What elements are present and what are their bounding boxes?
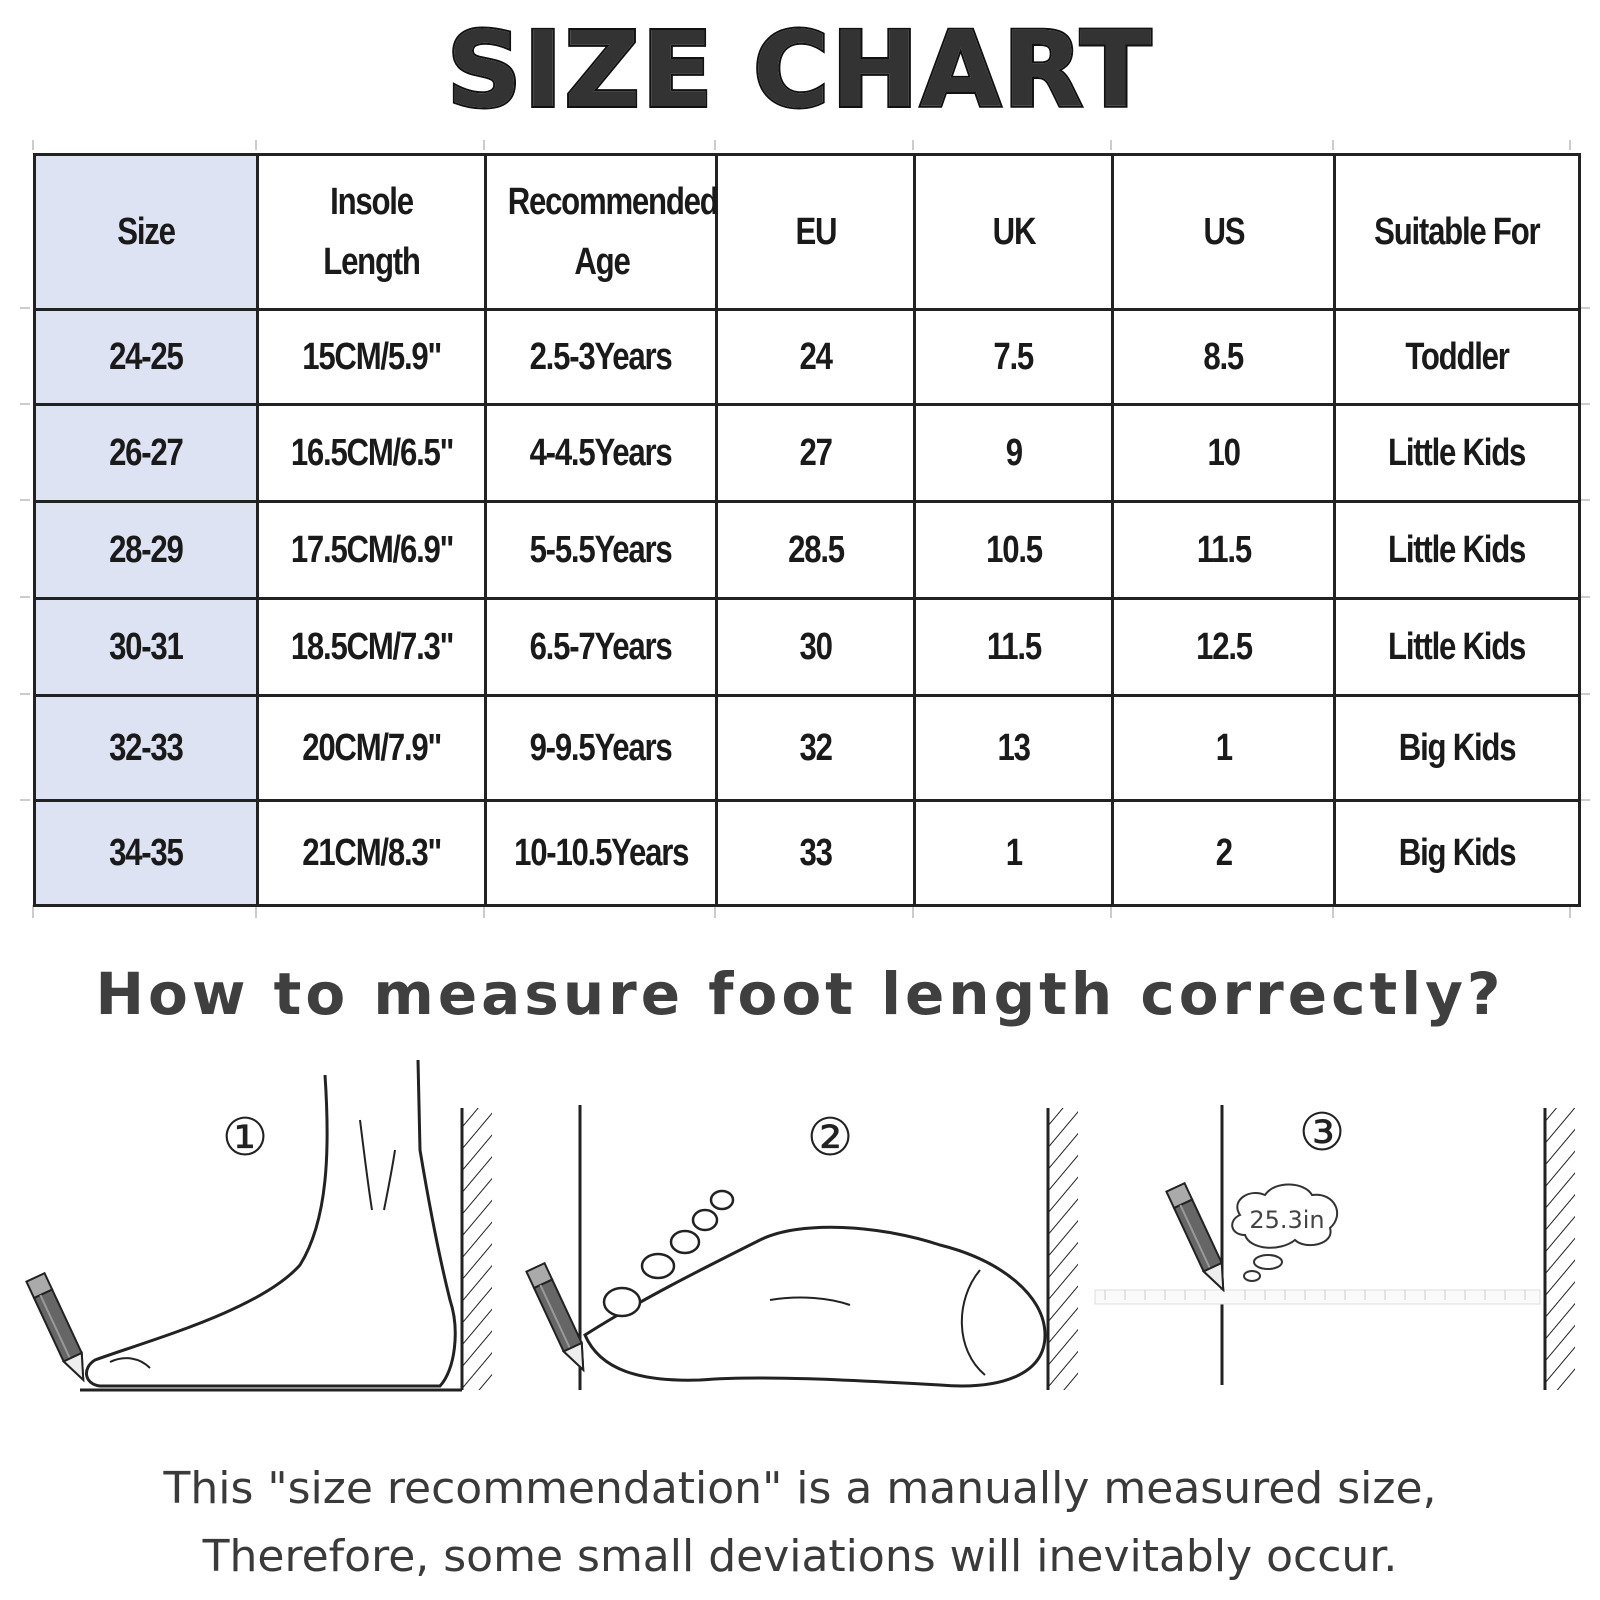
cell-eu: 24: [717, 310, 915, 405]
measure-illustration: [0, 1050, 1600, 1420]
step-1-figure: [26, 1060, 492, 1390]
cell-age: 4-4.5Years: [486, 405, 717, 502]
cell-size: 32-33: [35, 696, 258, 801]
cell-eu: 27: [717, 405, 915, 502]
cell-suitable-for: Little Kids: [1335, 599, 1580, 696]
cell-uk: 7.5: [915, 310, 1113, 405]
cell-us: 10: [1113, 405, 1335, 502]
table-row: [35, 696, 1580, 801]
cell-size: 26-27: [35, 405, 258, 502]
cell-suitable-for: Little Kids: [1335, 405, 1580, 502]
cell-insole-length: 15CM/5.9": [258, 310, 486, 405]
step-3-figure: [1095, 1103, 1575, 1390]
cell-age: 5-5.5Years: [486, 502, 717, 599]
cell-eu: 30: [717, 599, 915, 696]
disclaimer-line-2: Therefore, some small deviations will inevitably occur.: [202, 1531, 1398, 1582]
disclaimer-note: [0, 1455, 1600, 1591]
table-row: [35, 599, 1580, 696]
cell-suitable-for: Big Kids: [1335, 696, 1580, 801]
cell-suitable-for: Toddler: [1335, 310, 1580, 405]
cell-uk: 9: [915, 405, 1113, 502]
table-row: [35, 405, 1580, 502]
header-uk: UK: [915, 155, 1113, 310]
cell-us: 11.5: [1113, 502, 1335, 599]
table-header-row: [35, 155, 1580, 310]
step-1-label: ①: [221, 1108, 269, 1168]
cell-eu: 32: [717, 696, 915, 801]
cell-size: 34-35: [35, 801, 258, 906]
header-us: US: [1113, 155, 1335, 310]
cell-us: 1: [1113, 696, 1335, 801]
cell-insole-length: 18.5CM/7.3": [258, 599, 486, 696]
step-3-label: ③: [1298, 1103, 1346, 1163]
cell-insole-length: 16.5CM/6.5": [258, 405, 486, 502]
step-2-figure: [526, 1105, 1078, 1390]
table-row: [35, 310, 1580, 405]
table-row: [35, 502, 1580, 599]
disclaimer-line-1: This "size recommendation" is a manually measured size,: [163, 1463, 1437, 1514]
cell-size: 28-29: [35, 502, 258, 599]
cell-uk: 1: [915, 801, 1113, 906]
table-row: [35, 801, 1580, 906]
cell-insole-length: 17.5CM/6.9": [258, 502, 486, 599]
header-eu: EU: [717, 155, 915, 310]
cell-eu: 33: [717, 801, 915, 906]
header-size: Size: [35, 155, 258, 310]
header-suitable-for: Suitable For: [1335, 155, 1580, 310]
cell-us: 2: [1113, 801, 1335, 906]
cell-uk: 13: [915, 696, 1113, 801]
cell-uk: 11.5: [915, 599, 1113, 696]
cell-age: 2.5-3Years: [486, 310, 717, 405]
size-chart-table: [33, 153, 1581, 907]
header-recommended-age: Recommended Age: [486, 155, 717, 310]
cell-insole-length: 21CM/8.3": [258, 801, 486, 906]
header-insole-length: Insole Length: [258, 155, 486, 310]
measure-heading: How to measure foot length correctly?: [95, 960, 1505, 1028]
cell-us: 12.5: [1113, 599, 1335, 696]
cell-size: 30-31: [35, 599, 258, 696]
cell-insole-length: 20CM/7.9": [258, 696, 486, 801]
cell-size: 24-25: [35, 310, 258, 405]
cell-age: 10-10.5Years: [486, 801, 717, 906]
cell-eu: 28.5: [717, 502, 915, 599]
cell-suitable-for: Big Kids: [1335, 801, 1580, 906]
cell-age: 6.5-7Years: [486, 599, 717, 696]
step-2-label: ②: [806, 1108, 854, 1168]
cell-age: 9-9.5Years: [486, 696, 717, 801]
cell-suitable-for: Little Kids: [1335, 502, 1580, 599]
page-title: SIZE CHART: [446, 9, 1154, 131]
ruler-reading: 25.3in: [1249, 1206, 1325, 1234]
cell-us: 8.5: [1113, 310, 1335, 405]
cell-uk: 10.5: [915, 502, 1113, 599]
